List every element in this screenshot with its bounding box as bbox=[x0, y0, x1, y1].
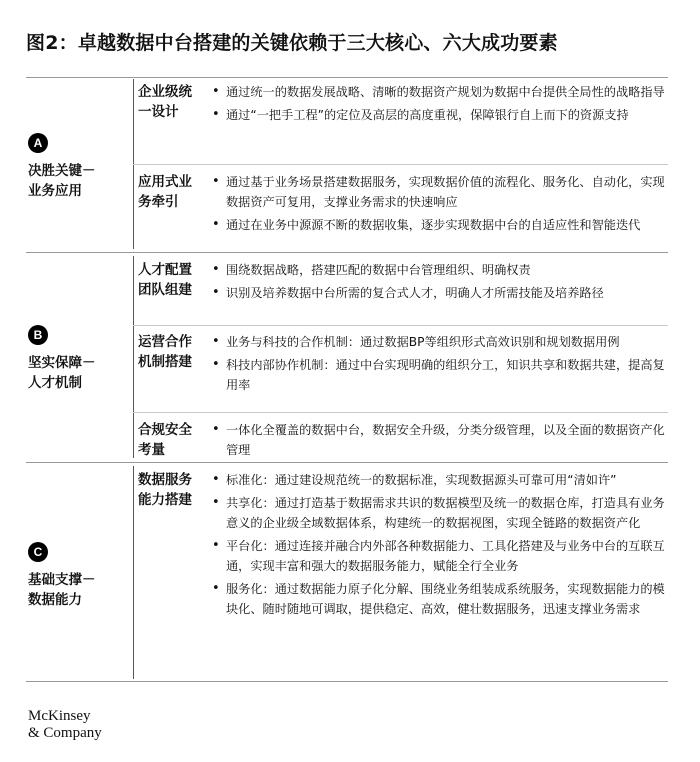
bullet-list bbox=[210, 82, 665, 128]
sub-section-title: 人才配置 团队组建 bbox=[138, 262, 192, 298]
bullet-item: • 一体化全覆盖的数据中台，数据安全升级，分类分级管理，以及全面的数据资产化管理 bbox=[210, 420, 665, 460]
bullet-item: • 业务与科技的合作机制：通过数据BP等组织形式高效识别和规划数据用例 bbox=[210, 332, 665, 352]
sub-divider bbox=[133, 412, 668, 413]
bullet-list bbox=[210, 260, 665, 306]
bullet-list bbox=[210, 172, 665, 238]
figure-title: 图2：卓越数据中台搭建的关键依赖于三大核心、六大成功要素 bbox=[26, 32, 558, 54]
bullet-item: • 围绕数据战略，搭建匹配的数据中台管理组织、明确权责 bbox=[210, 260, 665, 280]
group-a-label: 决胜关键－ 业务应用 bbox=[28, 163, 96, 199]
bullet-item: • 标准化：通过建设规范统一的数据标准，实现数据源头可靠可用“清如许” bbox=[210, 470, 665, 490]
bullet-item: • 通过在业务中源源不断的数据收集，逐步实现数据中台的自适应性和智能迭代 bbox=[210, 215, 665, 235]
sub-section-title: 应用式业 务牵引 bbox=[138, 174, 192, 210]
bullet-item: • 通过基于业务场景搭建数据服务，实现数据价值的流程化、服务化、自动化，实现数据资产可复用，支撑业务需求的快速响应 bbox=[210, 172, 665, 212]
bullet-item: • 服务化：通过数据能力原子化分解、围绕业务组装成系统服务，实现数据能力的模块化、随时随地可调取，提供稳定、高效，健壮数据服务，迅速支撑业务需求 bbox=[210, 579, 665, 619]
bullet-item: • 共享化：通过打造基于数据需求共识的数据模型及统一的数据仓库，打造具有业务意义的企业级全域数据体系，构建统一的数据视图，实现全链路的数据资产化 bbox=[210, 493, 665, 533]
bullet-list bbox=[210, 470, 665, 622]
sub-section-title: 合规安全 考量 bbox=[138, 422, 192, 458]
group-c-label: 基础支撑－ 数据能力 bbox=[28, 572, 96, 608]
bullet-item: • 通过统一的数据发展战略、清晰的数据资产规划为数据中台提供全局性的战略指导 bbox=[210, 82, 665, 102]
group-c-bottom-divider bbox=[26, 681, 668, 682]
logo-line-1: McKinsey bbox=[28, 708, 91, 724]
bullet-item: • 科技内部协作机制：通过中台实现明确的组织分工，知识共享和数据共建，提高复用率 bbox=[210, 355, 665, 395]
group-b-badge: B bbox=[28, 325, 48, 345]
sub-section-title: 数据服务 能力搭建 bbox=[138, 472, 192, 508]
sub-section-title: 企业级统 一设计 bbox=[138, 84, 192, 120]
group-a-top-divider bbox=[26, 77, 668, 78]
bullet-list bbox=[210, 332, 665, 398]
logo-line-2: & Company bbox=[28, 725, 102, 741]
group-a-bottom-divider bbox=[26, 252, 668, 253]
bullet-item: • 平台化：通过连接并融合内外部各种数据能力、工具化搭建及与业务中台的互联互通，实现丰富和强大的数据服务能力，赋能全行全业务 bbox=[210, 536, 665, 576]
sub-divider bbox=[133, 325, 668, 326]
group-c-badge: C bbox=[28, 542, 48, 562]
bullet-item: • 识别及培养数据中台所需的复合式人才，明确人才所需技能及培养路径 bbox=[210, 283, 665, 303]
group-c-label-block bbox=[28, 542, 138, 610]
mckinsey-logo bbox=[28, 708, 102, 742]
group-a-label-block bbox=[28, 133, 138, 201]
bullet-item: • 通过“一把手工程”的定位及高层的高度重视，保障银行自上而下的资源支持 bbox=[210, 105, 665, 125]
sub-divider bbox=[133, 164, 668, 165]
group-b-label: 坚实保障－ 人才机制 bbox=[28, 355, 96, 391]
group-b-label-block bbox=[28, 325, 138, 393]
bullet-list bbox=[210, 420, 665, 463]
sub-section-title: 运营合作 机制搭建 bbox=[138, 334, 192, 370]
group-a-badge: A bbox=[28, 133, 48, 153]
